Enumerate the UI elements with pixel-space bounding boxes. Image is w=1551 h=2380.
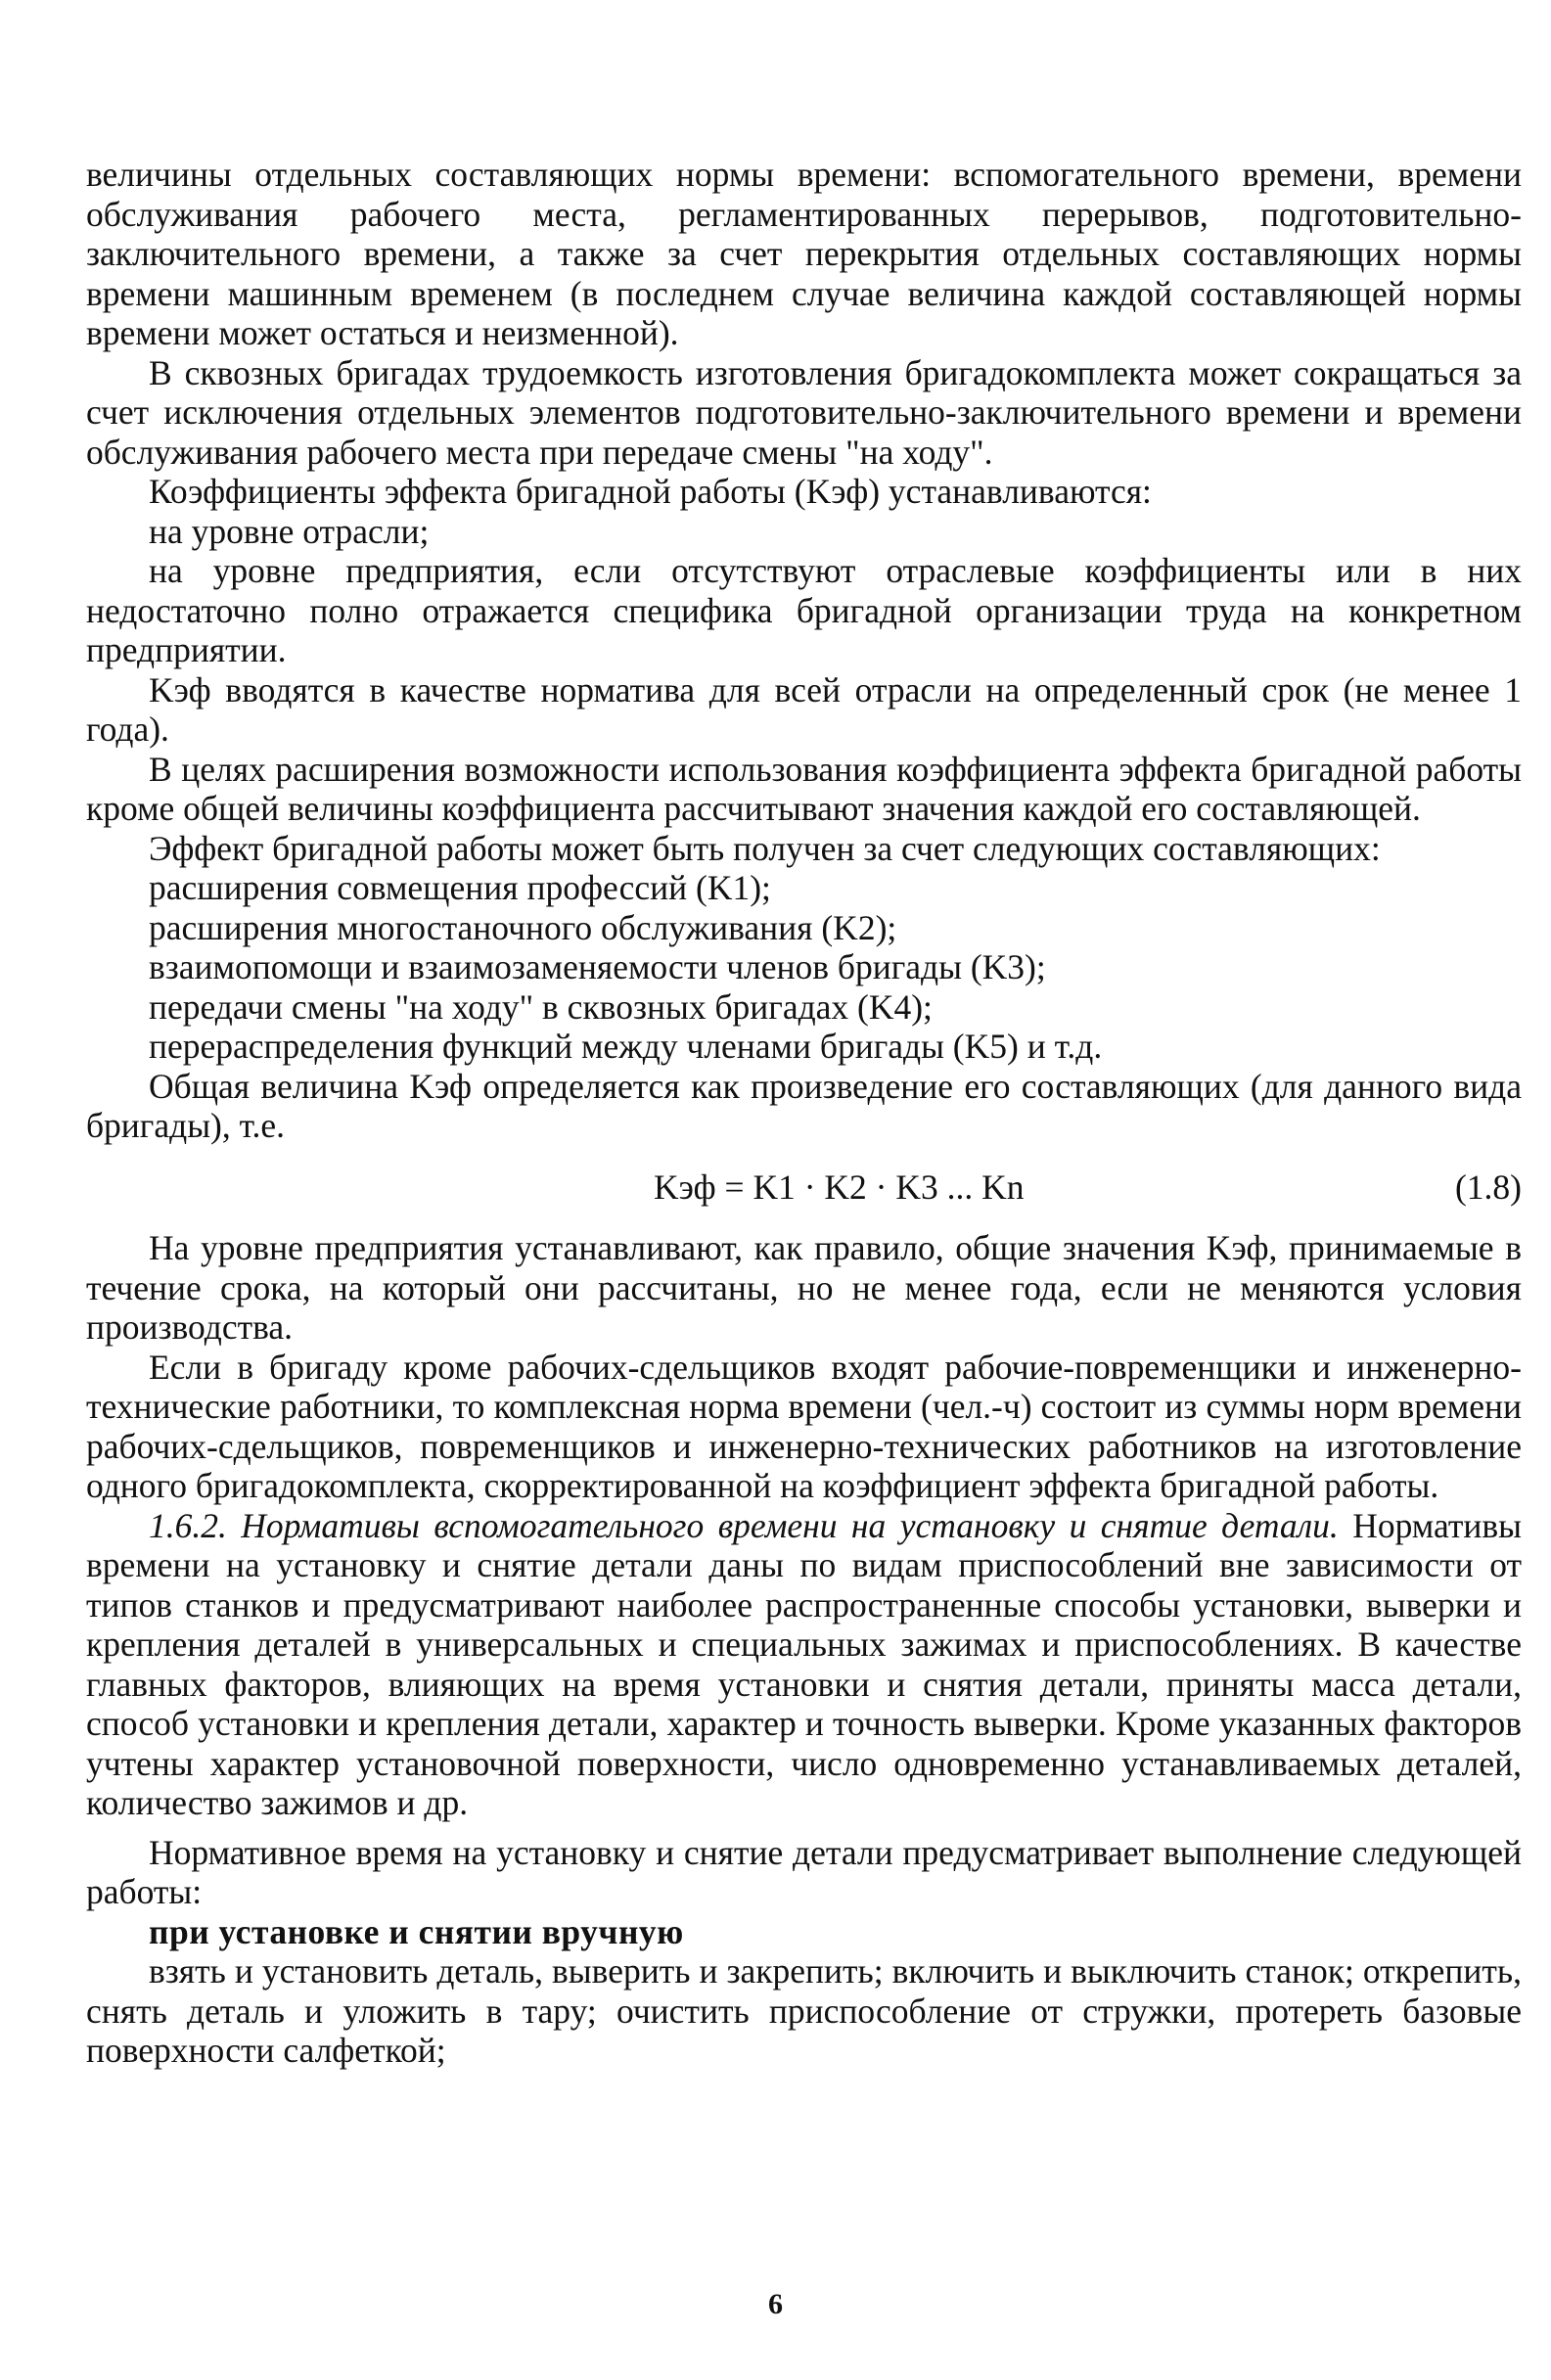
- formula-expression: Kэф = K1 · K2 · K3 ... Kn: [654, 1167, 1025, 1207]
- paragraph: величины отдельных составляющих нормы времени: вспомогательного времени, времени обслуживания рабочего места, регламентированных перерывов, подготовительно-заключительного времени, а также за счет перекрытия отдельных составляющих нормы времени машинным временем (в последнем случае величина каждой составляющей нормы времени может остаться и неизменной).: [86, 155, 1522, 352]
- paragraph: Если в бригаду кроме рабочих-сдельщиков входят рабочие-повременщики и инженерно-технические работники, то комплексная норма времени (чел.-ч) состоит из суммы норм времени рабочих-сдельщиков, повременщиков и инженерно-технических работников на изготовление одного бригадокомплекта, скорректированной на коэффициент эффекта бригадной работы.: [86, 1347, 1522, 1505]
- section-text: Нормативы времени на установку и снятие детали даны по видам приспособлений вне зависимости от типов станков и предусматривают наиболее распространенные способы установки, выверки и крепления деталей в универсальных и специальных зажимах и приспособлениях. В качестве главных факторов, влияющих на время установки и снятия детали, приняты масса детали, способ установки и крепления детали, характер и точность выверки. Кроме указанных факторов учтены характер установочной поверхности, число одновременно устанавливаемых деталей, количество зажимов и др.: [86, 1505, 1522, 1822]
- paragraph: Kэф вводятся в качестве норматива для всей отрасли на определенный срок (не менее 1 года).: [86, 669, 1522, 749]
- body-text: [86, 155, 1522, 2071]
- list-item: передачи смены "на ходу" в сквозных бригадах (K4);: [149, 986, 933, 1027]
- paragraph: на уровне отрасли;: [149, 511, 430, 551]
- paragraph: на уровне предприятия, если отсутствуют отраслевые коэффициенты или в них недостаточно полно отражается специфика бригадной организации труда на конкретном предприятии.: [86, 551, 1522, 669]
- paragraph: Общая величина Kэф определяется как произведение его составляющих (для данного вида бригады), т.е.: [86, 1066, 1522, 1145]
- section-heading: 1.6.2. Нормативы вспомогательного времени на установку и снятие детали.: [149, 1505, 1339, 1545]
- paragraph: В сквозных бригадах трудоемкость изготовления бригадокомплекта может сокращаться за счет исключения отдельных элементов подготовительно-заключительного времени и времени обслуживания рабочего места при передаче смены "на ходу".: [86, 352, 1522, 472]
- paragraph: На уровне предприятия устанавливают, как правило, общие значения Kэф, принимаемые в течение срока, на который они рассчитаны, но не менее года, если не меняются условия производства.: [86, 1228, 1522, 1347]
- paragraph: В целях расширения возможности использования коэффициента эффекта бригадной работы кроме общей величины коэффициента рассчитывают значения каждой его составляющей.: [86, 749, 1522, 828]
- list-item: расширения многостаночного обслуживания (K2);: [149, 907, 897, 947]
- paragraph: Эффект бригадной работы может быть получен за счет следующих составляющих:: [149, 828, 1381, 868]
- list-item: взаимопомощи и взаимозаменяемости членов бригады (K3);: [149, 947, 1046, 986]
- components-list: [86, 868, 1522, 1067]
- paragraph: Нормативное время на установку и снятие детали предусматривает выполнение следующей работы:: [86, 1832, 1522, 1911]
- list-item: перераспределения функций между членами бригады (K5) и т.д.: [149, 1027, 1103, 1066]
- subheading: при установке и снятии вручную: [149, 1911, 684, 1951]
- formula-number: (1.8): [1454, 1167, 1522, 1207]
- paragraph: Коэффициенты эффекта бригадной работы (Kэф) устанавливаются:: [149, 472, 1152, 511]
- paragraph: взять и установить деталь, выверить и закрепить; включить и выключить станок; открепить, снять деталь и уложить в тару; очистить приспособление от стружки, протереть базовые поверхности салфеткой;: [86, 1951, 1522, 2070]
- list-item: расширения совмещения профессий (K1);: [149, 868, 771, 907]
- page-number: 6: [768, 2288, 783, 2320]
- section-paragraph: [86, 1506, 1522, 1823]
- formula-1-8: [86, 1167, 1522, 1208]
